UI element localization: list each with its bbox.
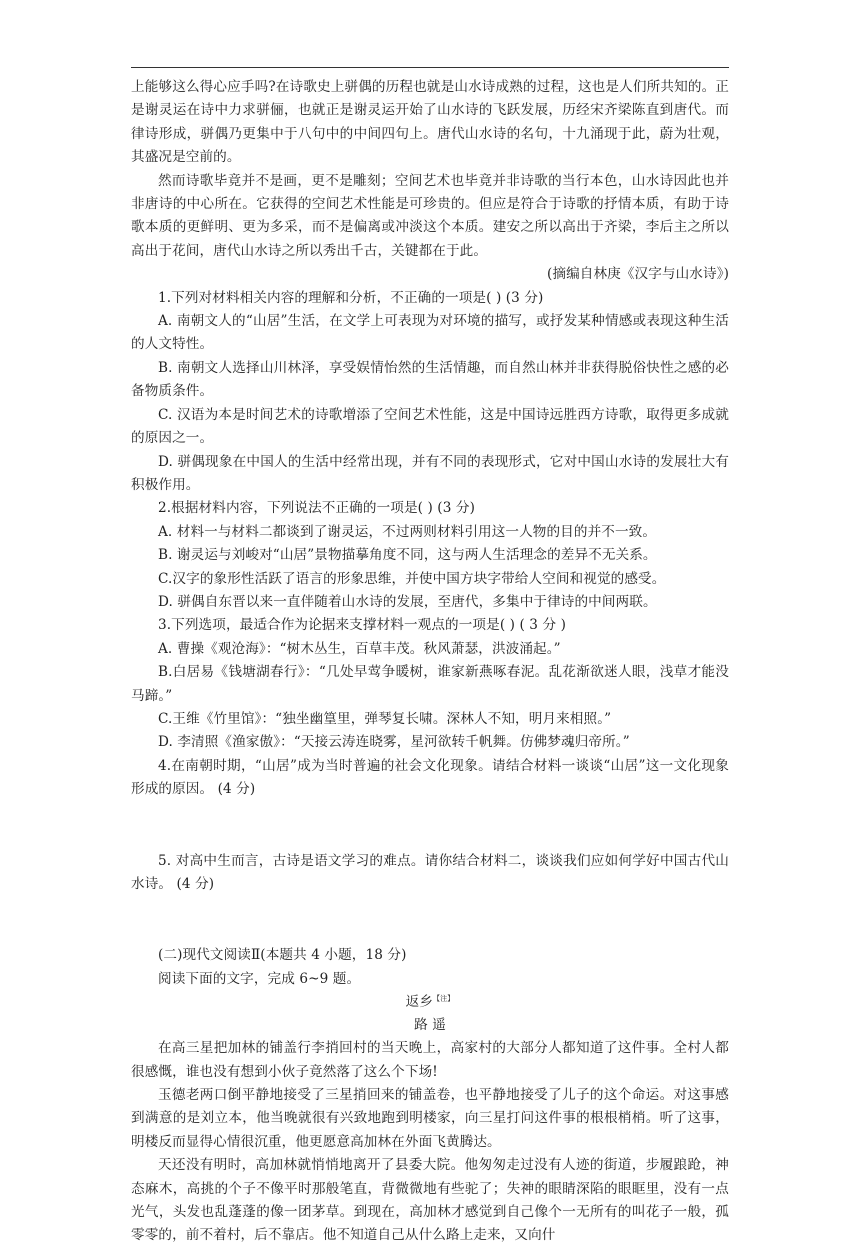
question-2-stem: 2.根据材料内容，下列说法不正确的一项是( ) (3 分) [158,500,475,517]
paragraph: 上能够这么得心应手吗?在诗歌史上骈偶的历程也就是山水诗成熟的过程，这也是人们所共知的。正是谢灵运在诗中力求骈俪，也就正是谢灵运开始了山水诗的飞跃发展，历经宋齐梁陈直到唐代。而律诗形成，骈偶乃更集中于八句中的中间四句上。唐代山水诗的名句，十九涌现于此，蔚为壮观，其盛况是空前的。 [131,79,729,166]
section-instruction: 阅读下面的文字，完成 6~9 题。 [158,970,361,987]
question-3-option-a: A. 曹操《观沧海》：“树木丛生，百草丰茂。秋风萧瑟，洪波涌起。” [158,640,561,657]
question-3-stem: 3.下列选项，最适合作为论据来支撑材料一观点的一项是( ) ( 3 分 ) [158,617,566,634]
question-2-option-d: D. 骈偶自东晋以来一直伴随着山水诗的发展，至唐代，多集中于律诗的中间两联。 [158,593,657,610]
question-1-option-c: C. 汉语为本是时间艺术的诗歌增添了空间艺术性能，这是中国诗远胜西方诗歌，取得更多成就的原因之一。 [131,406,729,447]
question-3-option-d: D. 李清照《渔家傲》：“天接云涛连晓雾，星河欲转千帆舞。仿佛梦魂归帝所。” [158,734,630,751]
story-author: 路 遥 [414,1017,446,1034]
question-4: 4.在南朝时期，“山居”成为当时普遍的社会文化现象。请结合材料一谈谈“山居”这一文化现象形成的原因。 (4 分) [131,757,729,798]
question-2-option-b: B. 谢灵运与刘峻对“山居”景物描摹角度不同，这与两人生活理念的差异不无关系。 [158,547,657,564]
source-citation: (摘编自林庚《汉字与山水诗》) [546,266,729,283]
story-paragraph: 玉德老两口倒平静地接受了三星捎回来的铺盖卷，也平静地接受了儿子的这个命运。对这事感到满意的是刘立本，他当晚就很有兴致地跑到明楼家，向三星打问这件事的根根梢梢。听了这事，明楼反而显得心情很沉重，他更愿意高加林在外面飞黄腾达。 [131,1087,729,1150]
answer-space [131,896,729,944]
section-heading: (二)现代文阅读Ⅱ(本题共 4 小题，18 分) [158,947,407,964]
story-paragraph: 天还没有明时，高加林就悄悄地离开了县委大院。他匆匆走过没有人迹的街道，步履踉跄，神态麻木，高挑的个子不像平时那般笔直，背微微地有些驼了；失神的眼睛深陷的眼眶里，没有一点光气，头发也乱蓬蓬的像一团茅草。到现在，高加林才感觉到自己像个一无所有的叫花子一般，孤零零的，前不着村，后不靠店。他不知道自己从什么路上走来，又向什 [131,1157,729,1244]
question-1-option-b: B. 南朝文人选择山川林泽，享受娱情怡然的生活情趣，而自然山林并非获得脱俗快性之感的必备物质条件。 [131,359,729,400]
paragraph: 然而诗歌毕竟并不是画，更不是雕刻；空间艺术也毕竟并非诗歌的当行本色，山水诗因此也并非唐诗的中心所在。它获得的空间艺术性能是可珍贵的。但应是符合于诗歌的抒情本质，有助于诗歌本质的更鲜明、更为多采，而不是偏离或冲淡这个本质。建安之所以高出于齐梁，李后主之所以高出于花间，唐代山水诗之所以秀出千古，关键都在于此。 [131,172,729,259]
question-1-stem: 1.下列对材料相关内容的理解和分析，不正确的一项是( ) (3 分) [158,289,544,306]
header-rule [131,67,729,68]
question-3-option-b: B.白居易《钱塘湖春行》：“几处早莺争暖树，谁家新燕啄春泥。乱花渐欲迷人眼，浅草才能没马蹄。” [131,664,729,704]
story-title-note: 【注】 [433,994,455,1003]
question-5: 5. 对高中生而言，古诗是语文学习的难点。请你结合材料二，谈谈我们应如何学好中国古代山水诗。 (4 分) [131,852,729,892]
story-title [131,991,729,1014]
question-3-option-c: C.王维《竹里馆》：“独坐幽篁里，弹琴复长啸。深林人不知，明月来相照。” [158,710,612,727]
question-2-option-c: C.汉字的象形性活跃了语言的形象思维，并使中国方块字带给人空间和视觉的感受。 [158,570,666,587]
story-title-text: 返乡 [405,994,434,1011]
question-1-option-a: A. 南朝文人的“山居”生活，在文学上可表现为对环境的描写，或抒发某种情感或表现这种生活的人文特性。 [131,313,729,353]
question-1-option-d: D. 骈偶现象在中国人的生活中经常出现，并有不同的表现形式，它对中国山水诗的发展壮大有积极作用。 [131,453,729,493]
answer-space [131,802,729,850]
document-page [131,76,729,1248]
question-2-option-a: A. 材料一与材料二都谈到了谢灵运，不过两则材料引用这一人物的目的并不一致。 [158,523,657,540]
story-paragraph: 在高三星把加林的铺盖行李捎回村的当天晚上，高家村的大部分人都知道了这件事。全村人都很感慨，谁也没有想到小伙子竟然落了这么个下场! [131,1040,729,1080]
